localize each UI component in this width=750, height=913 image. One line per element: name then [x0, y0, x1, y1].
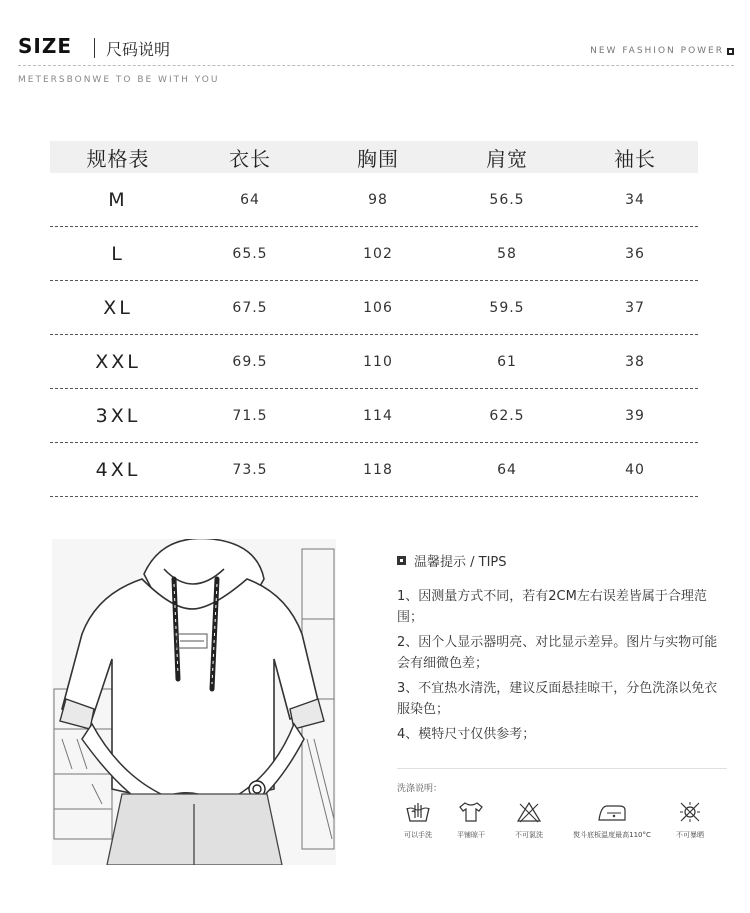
model-photo: [52, 539, 336, 865]
care-label: 不可氯洗: [515, 831, 543, 839]
care-icons: [396, 800, 716, 850]
header-cell-spec: 规格表: [86, 146, 150, 171]
tips-heading: [397, 551, 727, 570]
flat-dry-icon: [457, 800, 485, 824]
table-row: [50, 443, 698, 497]
iron-icon: [595, 800, 629, 824]
tip-item: 3、不宜热水清洗，建议反面悬挂晾干，分色洗涤以免衣服染色；: [397, 681, 718, 717]
header-cell-shoulder: 肩宽: [486, 146, 528, 171]
tip-item: 1、因测量方式不同，若有2CM左右误差皆属于合理范围；: [397, 589, 707, 625]
care-item-hand-wash: [396, 800, 440, 840]
sleeve-cell: 39: [625, 407, 645, 424]
brand-line: METERSBONWE TO BE WITH YOU: [18, 75, 220, 85]
tips-section: [397, 551, 727, 749]
length-cell: 73.5: [232, 461, 268, 478]
page-header: [18, 34, 738, 94]
shoulder-cell: 56.5: [489, 191, 525, 208]
square-bullet-icon: [397, 556, 406, 565]
chest-cell: 98: [368, 191, 388, 208]
care-item-no-sun-dry: [668, 800, 712, 840]
size-title: SIZE: [18, 34, 73, 58]
model-sketch-image: [52, 539, 336, 865]
care-item-flat-dry: [448, 800, 494, 840]
care-item-iron: [562, 800, 662, 840]
chest-cell: 106: [363, 299, 393, 316]
care-title: 洗涤说明：: [397, 784, 443, 794]
size-table: [50, 141, 698, 497]
care-divider: [397, 768, 727, 769]
sleeve-cell: 40: [625, 461, 645, 478]
sleeve-cell: 36: [625, 245, 645, 262]
table-row: [50, 281, 698, 335]
tagline-text: NEW FASHION POWER: [590, 46, 724, 56]
header-cell-length: 衣长: [229, 146, 271, 171]
chest-cell: 114: [363, 407, 393, 424]
table-row: [50, 389, 698, 443]
square-bullet-icon: [727, 48, 734, 55]
length-cell: 64: [240, 191, 260, 208]
length-cell: 67.5: [232, 299, 268, 316]
table-row: [50, 173, 698, 227]
no-bleach-icon: [515, 800, 543, 824]
chest-cell: 118: [363, 461, 393, 478]
table-header: [50, 141, 698, 173]
tip-item: 2、因个人显示器明亮、对比显示差异。图片与实物可能会有细微色差；: [397, 635, 718, 671]
tip-item: 4、模特尺寸仅供参考；: [397, 727, 536, 742]
care-label: 平铺晾干: [457, 831, 485, 839]
no-sun-dry-icon: [676, 800, 704, 824]
sleeve-cell: 34: [625, 191, 645, 208]
size-cell: 4XL: [95, 458, 141, 481]
care-label: 熨斗底板温度最高110°C: [573, 831, 651, 839]
length-cell: 65.5: [232, 245, 268, 262]
size-cell: XXL: [95, 350, 141, 373]
size-cell: XL: [103, 296, 133, 319]
shoulder-cell: 64: [497, 461, 517, 478]
header-cell-chest: 胸围: [357, 146, 399, 171]
size-cell: 3XL: [95, 404, 141, 427]
sleeve-cell: 38: [625, 353, 645, 370]
sleeve-cell: 37: [625, 299, 645, 316]
care-label: 不可暴晒: [676, 831, 704, 839]
chest-cell: 102: [363, 245, 393, 262]
table-row: [50, 227, 698, 281]
chest-cell: 110: [363, 353, 393, 370]
length-cell: 71.5: [232, 407, 268, 424]
hand-wash-icon: [404, 800, 432, 824]
care-label: 可以手洗: [404, 831, 432, 839]
size-cell: M: [108, 188, 128, 211]
shoulder-cell: 61: [497, 353, 517, 370]
title-divider: [94, 38, 95, 58]
length-cell: 69.5: [232, 353, 268, 370]
header-cell-sleeve: 袖长: [614, 146, 656, 171]
header-divider: [18, 65, 734, 66]
table-row: [50, 335, 698, 389]
tagline: [590, 46, 734, 56]
size-cell: L: [111, 242, 125, 265]
tips-title: 温馨提示 / TIPS: [414, 555, 507, 570]
shoulder-cell: 59.5: [489, 299, 525, 316]
shoulder-cell: 58: [497, 245, 517, 262]
shoulder-cell: 62.5: [489, 407, 525, 424]
care-item-no-bleach: [506, 800, 552, 840]
size-subtitle: 尺码说明: [106, 40, 171, 59]
